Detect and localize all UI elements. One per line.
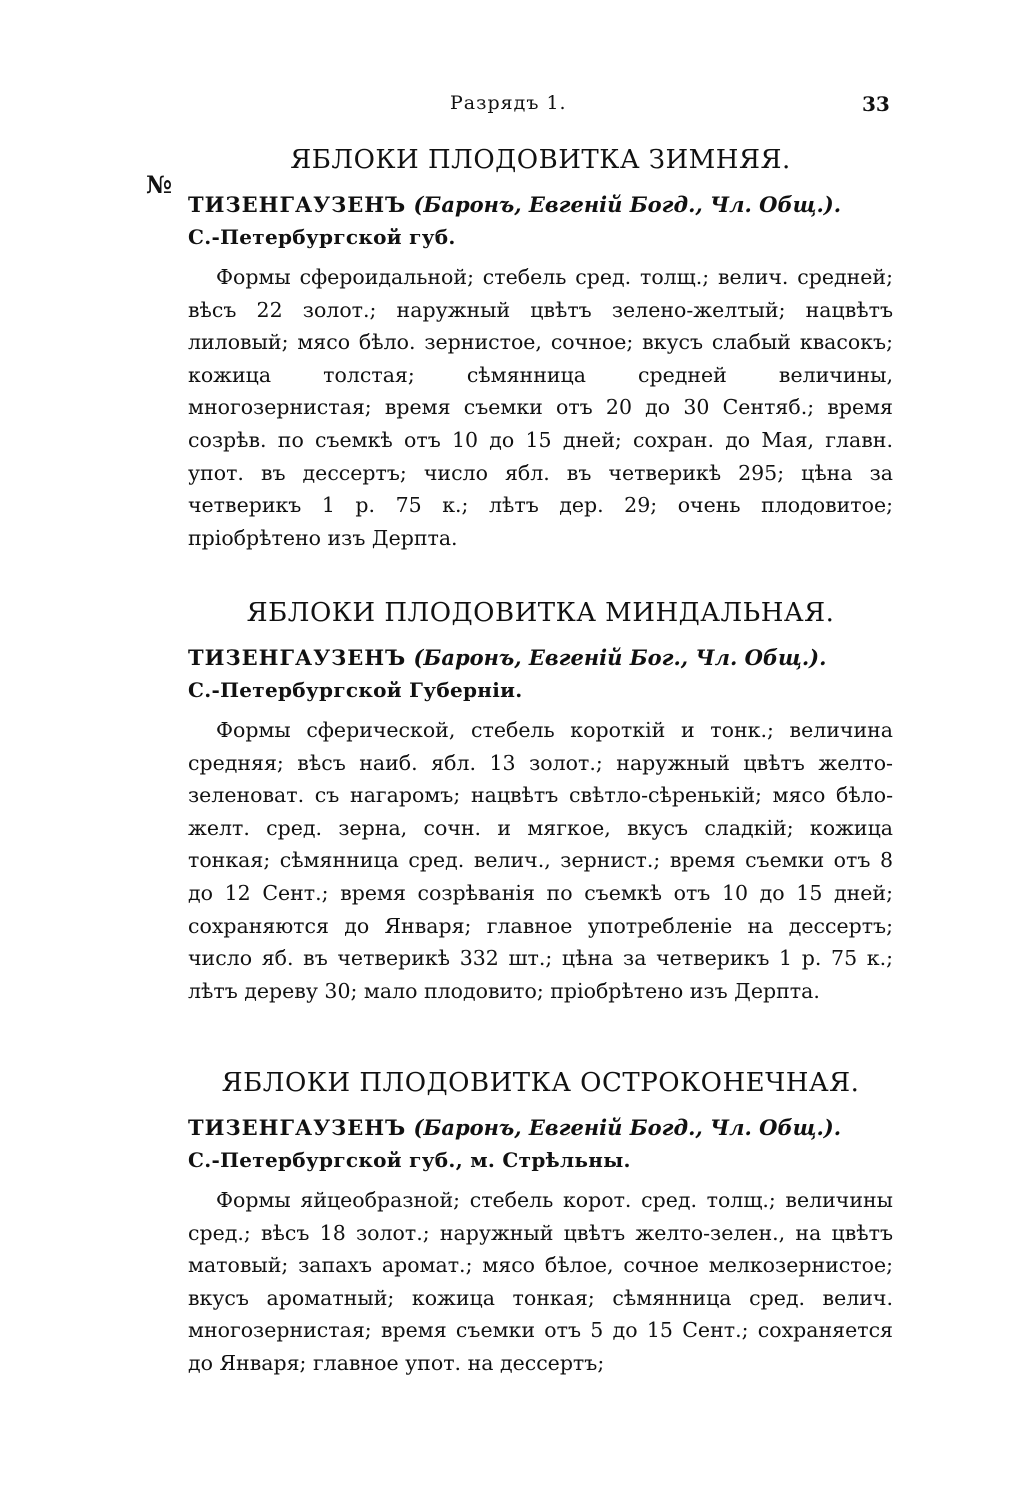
entry-pointed-fruitful-apple — [188, 1068, 893, 1380]
entry-description: Формы яйцеобразной; стебель корот. сред. толщ.; величины сред.; вѣсъ 18 золот.; наружный цвѣтъ желто-зелен., на цвѣтъ матовый; запахъ аромат.; мясо бѣлое, сочное мелкозернистое; вкусъ ароматный; кожица тонкая; сѣмянница сред. велич. многозернистая; время съемки отъ 5 до 15 Сент.; сохраняется до Января; главное упот. на дессертъ; — [188, 1188, 893, 1375]
entry-location: С.-Петербургской губ. — [188, 225, 456, 249]
entry-title: ЯБЛОКИ ПЛОДОВИТКА ОСТРОКОНЕЧНАЯ. — [221, 1068, 860, 1098]
entry-almond-fruitful-apple — [188, 598, 893, 1007]
entry-winter-fruitful-apple — [188, 145, 893, 554]
contributor-name: ТИЗЕНГАУЗЕНЪ — [188, 645, 407, 670]
contributor-name: ТИЗЕНГАУЗЕНЪ — [188, 1115, 407, 1140]
contributor-detail: (Баронъ, Евгеній Бог., Чл. Общ.). — [413, 645, 827, 670]
contributor-detail: (Баронъ, Евгеній Богд., Чл. Общ.). — [413, 1115, 842, 1140]
number-sign: № — [146, 170, 173, 199]
entry-contributor — [188, 189, 893, 220]
entry-contributor — [188, 1112, 893, 1143]
contributor-detail: (Баронъ, Евгеній Богд., Чл. Общ.). — [413, 192, 842, 217]
page-number: 33 — [862, 92, 890, 116]
contributor-name: ТИЗЕНГАУЗЕНЪ — [188, 192, 407, 217]
entry-location: С.-Петербургской Губерніи. — [188, 678, 523, 702]
entry-contributor — [188, 642, 893, 673]
entry-title: ЯБЛОКИ ПЛОДОВИТКА МИНДАЛЬНАЯ. — [246, 598, 835, 628]
running-head: Разрядъ 1. — [450, 92, 567, 114]
entry-description: Формы сфероидальной; стебель сред. толщ.; велич. средней; вѣсъ 22 золот.; наружный цвѣтъ зелено-желтый; нацвѣтъ лиловый; мясо бѣло. зернистое, сочное; вкусъ слабый квасокъ; кожица толстая; сѣмянница средней величины, многозернистая; время съемки отъ 20 до 30 Сентяб.; время созрѣв. по съемкѣ отъ 10 до 15 дней; сохран. до Мая, главн. упот. въ дессертъ; число ябл. въ четверикѣ 295; цѣна за четверикъ 1 р. 75 к.; лѣтъ дер. 29; очень плодовитое; пріобрѣтено изъ Дерпта. — [188, 265, 893, 550]
entry-title: ЯБЛОКИ ПЛОДОВИТКА ЗИМНЯЯ. — [290, 145, 791, 175]
entry-location: С.-Петербургской губ., м. Стрѣльны. — [188, 1148, 631, 1172]
entry-description: Формы сферической, стебель короткій и тонк.; величина средняя; вѣсъ наиб. ябл. 13 золот.; наружный цвѣтъ желто-зеленоват. съ нагаромъ; нацвѣтъ свѣтло-сѣренькій; мясо бѣло-желт. сред. зерна, сочн. и мягкое, вкусъ сладкій; кожица тонкая; сѣмянница сред. велич., зернист.; время съемки отъ 8 до 12 Сент.; время созрѣванія по съемкѣ отъ 10 до 15 дней; сохраняются до Января; главное употребленіе на дессертъ; число яб. въ четверикѣ 332 шт.; цѣна за четверикъ 1 р. 75 к.; лѣтъ дереву 30; мало плодовито; пріобрѣтено изъ Дерпта. — [188, 718, 893, 1003]
